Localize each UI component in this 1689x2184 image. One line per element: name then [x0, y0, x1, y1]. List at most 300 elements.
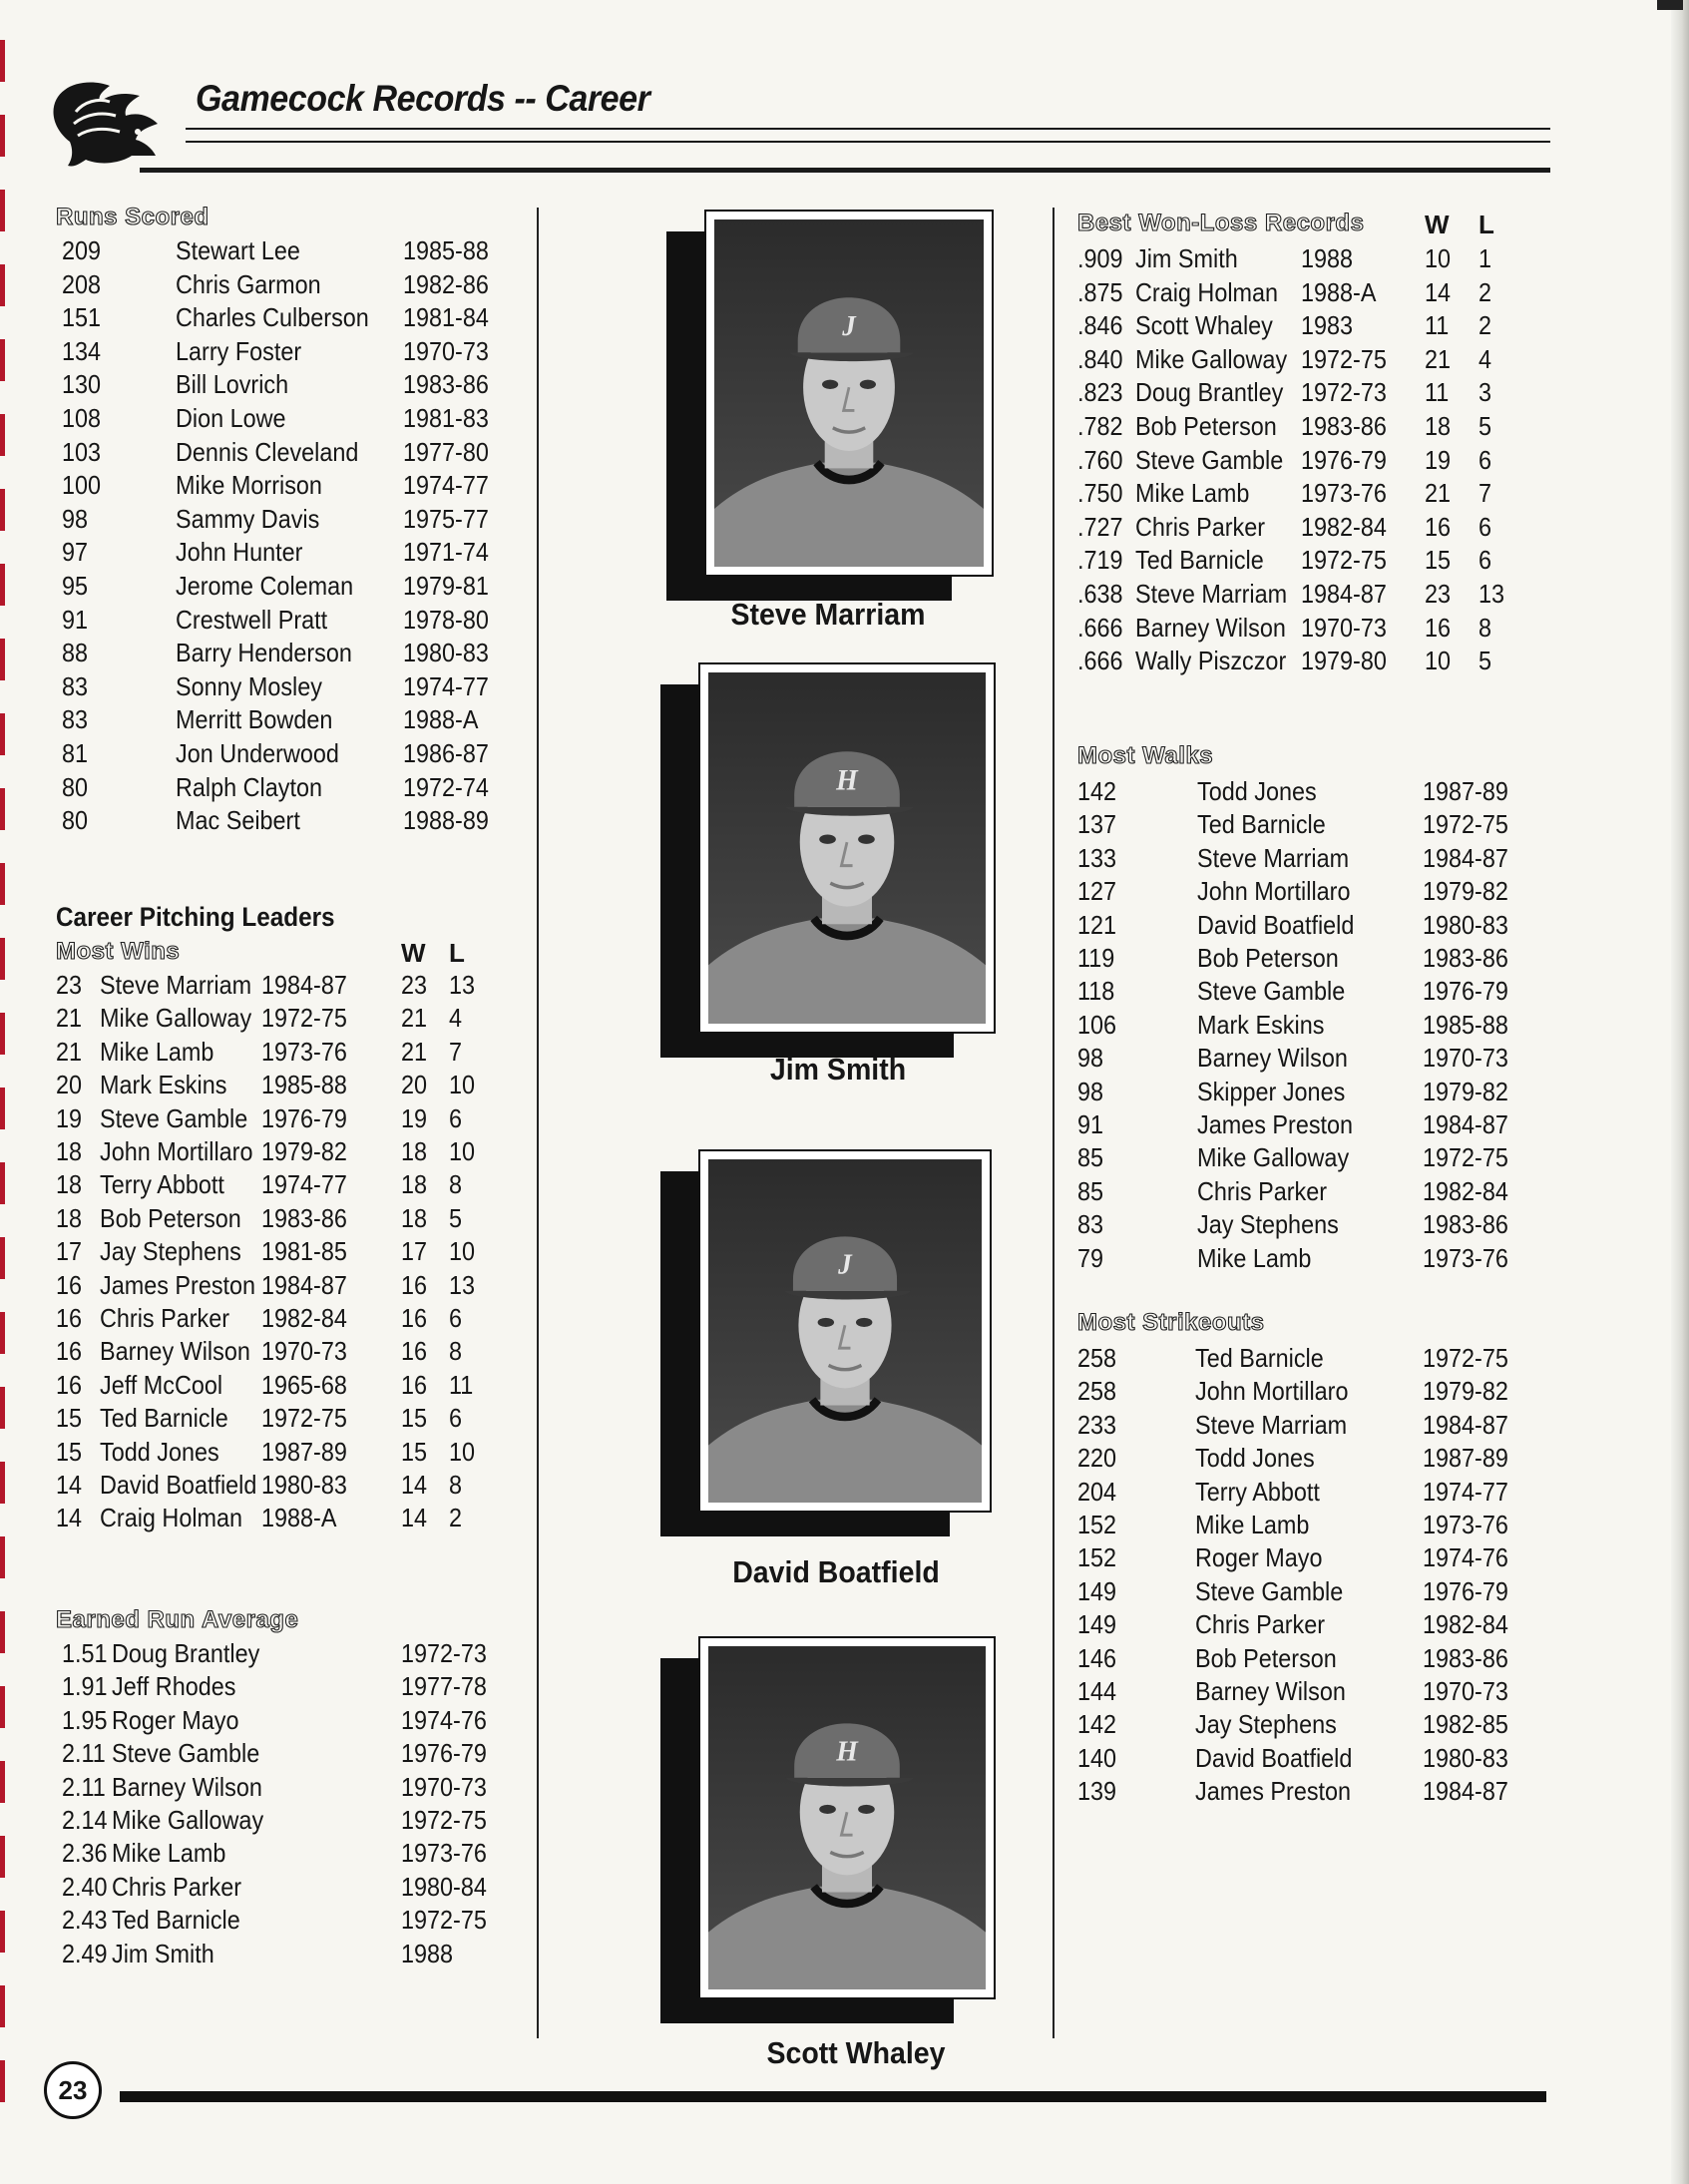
- most-strikeouts-row-years: 1979-82: [1423, 1376, 1508, 1407]
- won-loss-row-w: 11: [1425, 377, 1450, 408]
- runs-scored-row-v: 100: [62, 470, 102, 501]
- most-strikeouts-row-name: Mike Lamb: [1195, 1510, 1310, 1539]
- won-loss-row-name: Ted Barnicle: [1135, 545, 1264, 576]
- most-wins-row-v: 18: [56, 1136, 83, 1166]
- most-wins-row-name: Mike Galloway: [100, 1003, 252, 1034]
- most-walks-row-years: 1972-75: [1423, 1142, 1508, 1173]
- most-strikeouts-row-v: 258: [1077, 1343, 1117, 1373]
- corner-mark: [1657, 0, 1683, 10]
- runs-scored-row-years: 1983-86: [403, 369, 489, 400]
- most-wins-row-w: 21: [401, 1003, 428, 1034]
- won-loss-row-w: 16: [1425, 612, 1452, 643]
- runs-scored-row-years: 1972-74: [403, 771, 489, 802]
- most-wins-row-w: 16: [401, 1369, 428, 1400]
- binder-hole: [0, 414, 5, 456]
- most-strikeouts-row-years: 1984-87: [1423, 1409, 1508, 1440]
- era-row-years: 1977-78: [401, 1671, 487, 1702]
- won-loss-row-w: 10: [1425, 243, 1452, 273]
- pitching-leaders-heading: Career Pitching Leaders: [56, 902, 335, 932]
- cap-logo-letter: H: [836, 1736, 858, 1768]
- runs-scored-row-years: 1974-77: [403, 470, 489, 501]
- most-wins-row-name: Todd Jones: [100, 1436, 219, 1467]
- most-wins-row-w: 16: [401, 1269, 428, 1300]
- won-loss-row-l: 3: [1478, 377, 1492, 408]
- photo-caption: Jim Smith: [769, 1052, 907, 1087]
- won-loss-row-years: 1976-79: [1301, 444, 1387, 475]
- runs-scored-row-v: 97: [62, 537, 89, 568]
- most-walks-row-name: Steve Marriam: [1197, 842, 1350, 873]
- most-walks-row-name: Jay Stephens: [1197, 1209, 1339, 1240]
- most-wins-row-years: 1976-79: [261, 1102, 347, 1133]
- most-strikeouts-row-v: 149: [1077, 1609, 1117, 1640]
- most-wins-row-years: 1982-84: [261, 1303, 347, 1333]
- era-row-v: 2.49: [62, 1938, 108, 1968]
- binder-hole: [0, 564, 5, 606]
- runs-scored-row-name: Mac Seibert: [176, 805, 300, 836]
- binder-hole: [0, 639, 5, 680]
- most-strikeouts-row-name: David Boatfield: [1195, 1742, 1353, 1773]
- won-loss-row-l: 2: [1478, 276, 1492, 307]
- most-wins-row-w: 20: [401, 1070, 428, 1100]
- most-walks-row-name: David Boatfield: [1197, 909, 1355, 940]
- won-loss-row-l: 6: [1478, 545, 1492, 576]
- most-wins-row-w: 18: [401, 1169, 428, 1200]
- most-wins-row-v: 16: [56, 1336, 83, 1367]
- most-strikeouts-row-v: 149: [1077, 1575, 1117, 1606]
- most-wins-row-v: 20: [56, 1070, 83, 1100]
- most-strikeouts-row-years: 1972-75: [1423, 1343, 1508, 1373]
- column-divider-left: [537, 208, 539, 2038]
- most-wins-row-name: Jeff McCool: [100, 1369, 223, 1400]
- most-strikeouts-row-name: Steve Marriam: [1195, 1409, 1348, 1440]
- won-loss-row-w: 15: [1425, 545, 1452, 576]
- era-row-years: 1970-73: [401, 1771, 487, 1802]
- most-walks-row-years: 1982-84: [1423, 1175, 1508, 1206]
- runs-scored-row-v: 151: [62, 302, 102, 333]
- most-wins-row-w: 19: [401, 1102, 428, 1133]
- most-strikeouts-row-name: Steve Gamble: [1195, 1575, 1344, 1606]
- runs-scored-row-v: 130: [62, 369, 102, 400]
- most-strikeouts-row-v: 233: [1077, 1409, 1117, 1440]
- era-row-name: Steve Gamble: [112, 1738, 260, 1769]
- runs-scored-row-name: Charles Culberson: [176, 302, 369, 333]
- won-loss-row-v: .846: [1077, 310, 1123, 341]
- runs-scored-heading: Runs Scored: [56, 204, 210, 230]
- most-strikeouts-row-years: 1974-77: [1423, 1476, 1508, 1507]
- binder-hole: [0, 713, 5, 755]
- runs-scored-row-v: 80: [62, 805, 89, 836]
- binder-hole: [0, 1911, 5, 1953]
- most-strikeouts-row-v: 204: [1077, 1476, 1117, 1507]
- won-loss-row-w: 21: [1425, 343, 1452, 374]
- binder-edge: [0, 40, 10, 2155]
- binder-hole: [0, 489, 5, 531]
- won-loss-row-v: .719: [1077, 545, 1123, 576]
- won-loss-row-name: Craig Holman: [1135, 276, 1279, 307]
- most-wins-row-w: 14: [401, 1470, 428, 1500]
- won-loss-row-name: Chris Parker: [1135, 511, 1266, 542]
- binder-hole: [0, 264, 5, 306]
- most-wins-row-name: Mike Lamb: [100, 1036, 214, 1067]
- era-row-v: 2.14: [62, 1805, 108, 1835]
- runs-scored-row-name: Jerome Coleman: [176, 571, 354, 601]
- most-wins-row-name: Chris Parker: [100, 1303, 230, 1333]
- player-portrait: [708, 1159, 982, 1503]
- won-loss-row-l: 4: [1478, 343, 1492, 374]
- won-loss-row-years: 1982-84: [1301, 511, 1387, 542]
- runs-scored-row-v: 209: [62, 235, 102, 265]
- binder-hole: [0, 190, 5, 231]
- won-loss-row-l: 5: [1478, 411, 1492, 441]
- most-wins-row-years: 1972-75: [261, 1003, 347, 1034]
- most-strikeouts-row-v: 220: [1077, 1443, 1117, 1474]
- column-divider-right: [1053, 208, 1055, 2038]
- most-walks-row-v: 137: [1077, 809, 1117, 840]
- most-wins-row-v: 18: [56, 1169, 83, 1200]
- page-edge: [1671, 0, 1689, 2184]
- most-walks-row-years: 1983-86: [1423, 943, 1508, 973]
- runs-scored-row-years: 1975-77: [403, 503, 489, 534]
- won-loss-row-v: .823: [1077, 377, 1123, 408]
- gamecock-logo-icon: [40, 72, 170, 172]
- binder-hole: [0, 1162, 5, 1204]
- most-walks-row-v: 118: [1077, 976, 1115, 1007]
- most-walks-row-v: 127: [1077, 876, 1117, 907]
- most-wins-row-w: 21: [401, 1036, 428, 1067]
- runs-scored-row-years: 1974-77: [403, 670, 489, 701]
- won-loss-row-name: Wally Piszczor: [1135, 646, 1287, 676]
- won-loss-row-w: 11: [1425, 310, 1450, 341]
- won-loss-row-l: 5: [1478, 646, 1492, 676]
- runs-scored-row-name: Larry Foster: [176, 335, 302, 366]
- most-strikeouts-row-v: 140: [1077, 1742, 1117, 1773]
- most-walks-row-name: Skipper Jones: [1197, 1076, 1346, 1106]
- binder-hole: [0, 1686, 5, 1728]
- binder-hole: [0, 788, 5, 830]
- era-row-name: Jeff Rhodes: [112, 1671, 236, 1702]
- page-title: Gamecock Records -- Career: [196, 78, 650, 119]
- won-loss-row-w: 21: [1425, 478, 1452, 509]
- binder-hole: [0, 115, 5, 157]
- most-strikeouts-row-name: Chris Parker: [1195, 1609, 1326, 1640]
- runs-scored-row-name: Jon Underwood: [176, 738, 339, 768]
- won-loss-row-w: 19: [1425, 444, 1452, 475]
- most-walks-row-years: 1983-86: [1423, 1209, 1508, 1240]
- most-walks-row-name: Mike Lamb: [1197, 1242, 1312, 1273]
- era-row-v: 1.51: [62, 1638, 108, 1668]
- most-wins-row-name: James Preston: [100, 1269, 256, 1300]
- most-wins-row-v: 14: [56, 1470, 83, 1500]
- most-wins-row-years: 1985-88: [261, 1070, 347, 1100]
- cap-logo-letter: J: [838, 1249, 852, 1281]
- era-heading: Earned Run Average: [56, 1606, 299, 1633]
- runs-scored-row-years: 1979-81: [403, 571, 489, 601]
- most-wins-row-l: 10: [449, 1436, 476, 1467]
- most-walks-row-years: 1970-73: [1423, 1043, 1508, 1074]
- binder-hole: [0, 40, 5, 82]
- most-wins-row-name: Steve Marriam: [100, 970, 252, 1000]
- won-loss-row-years: 1970-73: [1301, 612, 1387, 643]
- most-wins-row-l: 2: [449, 1503, 463, 1533]
- player-portrait: [708, 672, 986, 1024]
- most-strikeouts-row-name: James Preston: [1195, 1776, 1352, 1807]
- most-wins-row-years: 1973-76: [261, 1036, 347, 1067]
- most-wins-row-l: 7: [449, 1036, 463, 1067]
- runs-scored-row-name: Barry Henderson: [176, 638, 352, 668]
- won-loss-row-name: Mike Lamb: [1135, 478, 1250, 509]
- player-portrait: [708, 1646, 986, 1989]
- most-strikeouts-row-name: Todd Jones: [1195, 1443, 1315, 1474]
- most-walks-row-v: 91: [1077, 1109, 1104, 1139]
- most-wins-row-v: 15: [56, 1403, 83, 1434]
- most-wins-row-years: 1979-82: [261, 1136, 347, 1166]
- most-strikeouts-row-name: Jay Stephens: [1195, 1709, 1337, 1740]
- most-wins-row-l: 10: [449, 1070, 476, 1100]
- won-loss-row-v: .727: [1077, 511, 1123, 542]
- won-loss-row-l: 7: [1478, 478, 1492, 509]
- won-loss-row-v: .638: [1077, 579, 1123, 609]
- won-loss-row-years: 1988: [1301, 243, 1354, 273]
- won-loss-row-w: 16: [1425, 511, 1452, 542]
- binder-hole: [0, 339, 5, 381]
- most-walks-row-v: 98: [1077, 1076, 1104, 1106]
- most-wins-row-years: 1972-75: [261, 1403, 347, 1434]
- won-loss-row-years: 1979-80: [1301, 646, 1387, 676]
- runs-scored-row-v: 208: [62, 268, 102, 299]
- most-strikeouts-row-v: 142: [1077, 1709, 1117, 1740]
- most-wins-row-name: Jay Stephens: [100, 1236, 241, 1267]
- most-wins-row-v: 16: [56, 1369, 83, 1400]
- runs-scored-row-years: 1981-84: [403, 302, 489, 333]
- runs-scored-row-years: 1988-A: [403, 704, 479, 735]
- most-strikeouts-row-years: 1970-73: [1423, 1676, 1508, 1706]
- runs-scored-row-name: Dennis Cleveland: [176, 436, 359, 467]
- most-strikeouts-row-name: John Mortillaro: [1195, 1376, 1349, 1407]
- era-row-years: 1972-73: [401, 1638, 487, 1668]
- won-loss-row-l: 13: [1478, 579, 1505, 609]
- runs-scored-row-v: 98: [62, 503, 89, 534]
- most-strikeouts-row-v: 139: [1077, 1776, 1117, 1807]
- most-walks-row-v: 106: [1077, 1009, 1117, 1040]
- most-walks-row-name: Mike Galloway: [1197, 1142, 1350, 1173]
- most-strikeouts-row-years: 1976-79: [1423, 1575, 1508, 1606]
- era-row-name: Roger Mayo: [112, 1704, 239, 1735]
- won-loss-row-v: .782: [1077, 411, 1123, 441]
- runs-scored-row-v: 91: [62, 604, 89, 635]
- era-row-v: 1.95: [62, 1704, 108, 1735]
- binder-hole: [0, 1387, 5, 1429]
- most-wins-row-name: John Mortillaro: [100, 1136, 253, 1166]
- most-walks-row-years: 1979-82: [1423, 1076, 1508, 1106]
- most-wins-row-w: 18: [401, 1136, 428, 1166]
- most-walks-row-years: 1987-89: [1423, 776, 1508, 806]
- era-row-v: 2.11: [62, 1771, 106, 1802]
- runs-scored-row-years: 1977-80: [403, 436, 489, 467]
- runs-scored-row-name: Crestwell Pratt: [176, 604, 328, 635]
- won-loss-row-name: Bob Peterson: [1135, 411, 1277, 441]
- most-walks-row-name: Steve Gamble: [1197, 976, 1346, 1007]
- most-walks-row-v: 142: [1077, 776, 1117, 806]
- most-walks-row-years: 1984-87: [1423, 1109, 1508, 1139]
- most-strikeouts-row-v: 152: [1077, 1510, 1117, 1539]
- won-loss-row-name: Scott Whaley: [1135, 310, 1273, 341]
- won-loss-row-l: 6: [1478, 444, 1492, 475]
- won-loss-row-v: .760: [1077, 444, 1123, 475]
- most-walks-row-name: Mark Eskins: [1197, 1009, 1325, 1040]
- won-loss-row-v: .666: [1077, 646, 1123, 676]
- wins-w-header: W: [401, 938, 426, 968]
- era-row-name: Mike Galloway: [112, 1805, 264, 1835]
- binder-hole: [0, 1836, 5, 1878]
- most-wins-row-years: 1984-87: [261, 1269, 347, 1300]
- most-wins-row-l: 13: [449, 1269, 476, 1300]
- binder-hole: [0, 1088, 5, 1129]
- footer-rule: [120, 2091, 1546, 2102]
- binder-hole: [0, 1611, 5, 1653]
- most-wins-row-name: Ted Barnicle: [100, 1403, 228, 1434]
- most-wins-row-name: Barney Wilson: [100, 1336, 250, 1367]
- most-strikeouts-row-years: 1987-89: [1423, 1443, 1508, 1474]
- most-wins-row-l: 10: [449, 1236, 476, 1267]
- won-loss-w-header: W: [1425, 210, 1450, 239]
- runs-scored-row-v: 103: [62, 436, 102, 467]
- won-loss-row-l: 8: [1478, 612, 1492, 643]
- binder-hole: [0, 863, 5, 905]
- most-wins-row-v: 23: [56, 970, 83, 1000]
- won-loss-row-years: 1972-73: [1301, 377, 1387, 408]
- cap-logo-letter: J: [842, 310, 856, 343]
- page-number: 23: [44, 2061, 102, 2119]
- most-strikeouts-row-years: 1982-85: [1423, 1709, 1508, 1740]
- era-row-name: Mike Lamb: [112, 1838, 226, 1869]
- won-loss-row-name: Doug Brantley: [1135, 377, 1284, 408]
- most-strikeouts-row-v: 146: [1077, 1642, 1117, 1673]
- era-row-name: Jim Smith: [112, 1938, 214, 1968]
- photo-frame: [698, 1149, 992, 1513]
- runs-scored-row-name: Merritt Bowden: [176, 704, 333, 735]
- runs-scored-row-v: 88: [62, 638, 89, 668]
- era-row-years: 1988: [401, 1938, 454, 1968]
- most-wins-row-years: 1981-85: [261, 1236, 347, 1267]
- binder-hole: [0, 1312, 5, 1354]
- runs-scored-row-v: 81: [62, 738, 89, 768]
- runs-scored-row-years: 1985-88: [403, 235, 489, 265]
- era-row-v: 2.36: [62, 1838, 108, 1869]
- won-loss-row-name: Steve Marriam: [1135, 579, 1288, 609]
- most-wins-row-w: 23: [401, 970, 428, 1000]
- most-wins-row-w: 16: [401, 1336, 428, 1367]
- most-wins-row-years: 1965-68: [261, 1369, 347, 1400]
- most-wins-row-w: 14: [401, 1503, 428, 1533]
- most-strikeouts-row-years: 1983-86: [1423, 1642, 1508, 1673]
- era-row-name: Ted Barnicle: [112, 1905, 240, 1936]
- binder-hole: [0, 938, 5, 980]
- most-walks-row-name: Barney Wilson: [1197, 1043, 1348, 1074]
- most-walks-row-v: 121: [1077, 909, 1117, 940]
- most-wins-row-w: 15: [401, 1403, 428, 1434]
- photo-frame: [704, 210, 994, 577]
- most-strikeouts-row-name: Roger Mayo: [1195, 1542, 1323, 1573]
- header-rule-thick: [140, 168, 1550, 173]
- runs-scored-row-name: Dion Lowe: [176, 403, 286, 433]
- most-walks-row-years: 1985-88: [1423, 1009, 1508, 1040]
- era-row-name: Chris Parker: [112, 1871, 242, 1902]
- won-loss-row-l: 1: [1478, 243, 1492, 273]
- most-wins-row-l: 8: [449, 1470, 463, 1500]
- won-loss-row-w: 18: [1425, 411, 1452, 441]
- most-wins-row-l: 8: [449, 1336, 463, 1367]
- era-row-v: 2.40: [62, 1871, 108, 1902]
- runs-scored-row-name: Stewart Lee: [176, 235, 300, 265]
- runs-scored-row-years: 1970-73: [403, 335, 489, 366]
- most-walks-row-years: 1980-83: [1423, 909, 1508, 940]
- most-strikeouts-row-years: 1974-76: [1423, 1542, 1508, 1573]
- most-wins-row-w: 17: [401, 1236, 428, 1267]
- runs-scored-row-v: 80: [62, 771, 89, 802]
- won-loss-l-header: L: [1478, 210, 1494, 239]
- runs-scored-row-years: 1986-87: [403, 738, 489, 768]
- photo-frame: [698, 1636, 996, 1999]
- most-strikeouts-row-v: 152: [1077, 1542, 1117, 1573]
- runs-scored-row-years: 1988-89: [403, 805, 489, 836]
- runs-scored-row-name: Bill Lovrich: [176, 369, 289, 400]
- won-loss-row-name: Mike Galloway: [1135, 343, 1288, 374]
- photo-frame: [698, 662, 996, 1034]
- most-strikeouts-row-v: 144: [1077, 1676, 1117, 1706]
- won-loss-row-years: 1984-87: [1301, 579, 1387, 609]
- most-wins-row-l: 5: [449, 1202, 463, 1233]
- won-loss-row-name: Jim Smith: [1135, 243, 1238, 273]
- won-loss-row-v: .875: [1077, 276, 1123, 307]
- photo-caption: Steve Marriam: [730, 597, 926, 632]
- won-loss-row-years: 1972-75: [1301, 343, 1387, 374]
- most-walks-row-v: 85: [1077, 1175, 1104, 1206]
- era-row-years: 1980-84: [401, 1871, 487, 1902]
- wins-l-header: L: [449, 938, 465, 968]
- won-loss-row-v: .840: [1077, 343, 1123, 374]
- most-wins-row-years: 1988-A: [261, 1503, 337, 1533]
- runs-scored-row-name: Sammy Davis: [176, 503, 320, 534]
- runs-scored-row-v: 95: [62, 571, 89, 601]
- most-walks-row-name: Ted Barnicle: [1197, 809, 1326, 840]
- most-strikeouts-row-name: Barney Wilson: [1195, 1676, 1346, 1706]
- most-walks-row-name: John Mortillaro: [1197, 876, 1351, 907]
- most-wins-row-l: 6: [449, 1102, 463, 1133]
- most-wins-row-v: 16: [56, 1269, 83, 1300]
- era-row-years: 1973-76: [401, 1838, 487, 1869]
- era-row-years: 1976-79: [401, 1738, 487, 1769]
- era-row-v: 2.43: [62, 1905, 108, 1936]
- most-strikeouts-row-name: Bob Peterson: [1195, 1642, 1337, 1673]
- most-walks-row-v: 83: [1077, 1209, 1104, 1240]
- most-wins-row-years: 1987-89: [261, 1436, 347, 1467]
- won-loss-row-years: 1972-75: [1301, 545, 1387, 576]
- most-strikeouts-row-years: 1984-87: [1423, 1776, 1508, 1807]
- most-wins-row-v: 16: [56, 1303, 83, 1333]
- most-wins-row-years: 1984-87: [261, 970, 347, 1000]
- most-walks-row-years: 1973-76: [1423, 1242, 1508, 1273]
- most-walks-row-v: 119: [1077, 943, 1115, 973]
- won-loss-row-l: 6: [1478, 511, 1492, 542]
- most-wins-row-v: 21: [56, 1003, 83, 1034]
- photo-caption: David Boatfield: [732, 1554, 940, 1589]
- runs-scored-row-name: John Hunter: [176, 537, 303, 568]
- most-strikeouts-row-years: 1982-84: [1423, 1609, 1508, 1640]
- most-wins-heading: Most Wins: [56, 938, 181, 965]
- most-wins-row-l: 11: [449, 1369, 474, 1400]
- most-wins-row-l: 10: [449, 1136, 476, 1166]
- runs-scored-row-years: 1980-83: [403, 638, 489, 668]
